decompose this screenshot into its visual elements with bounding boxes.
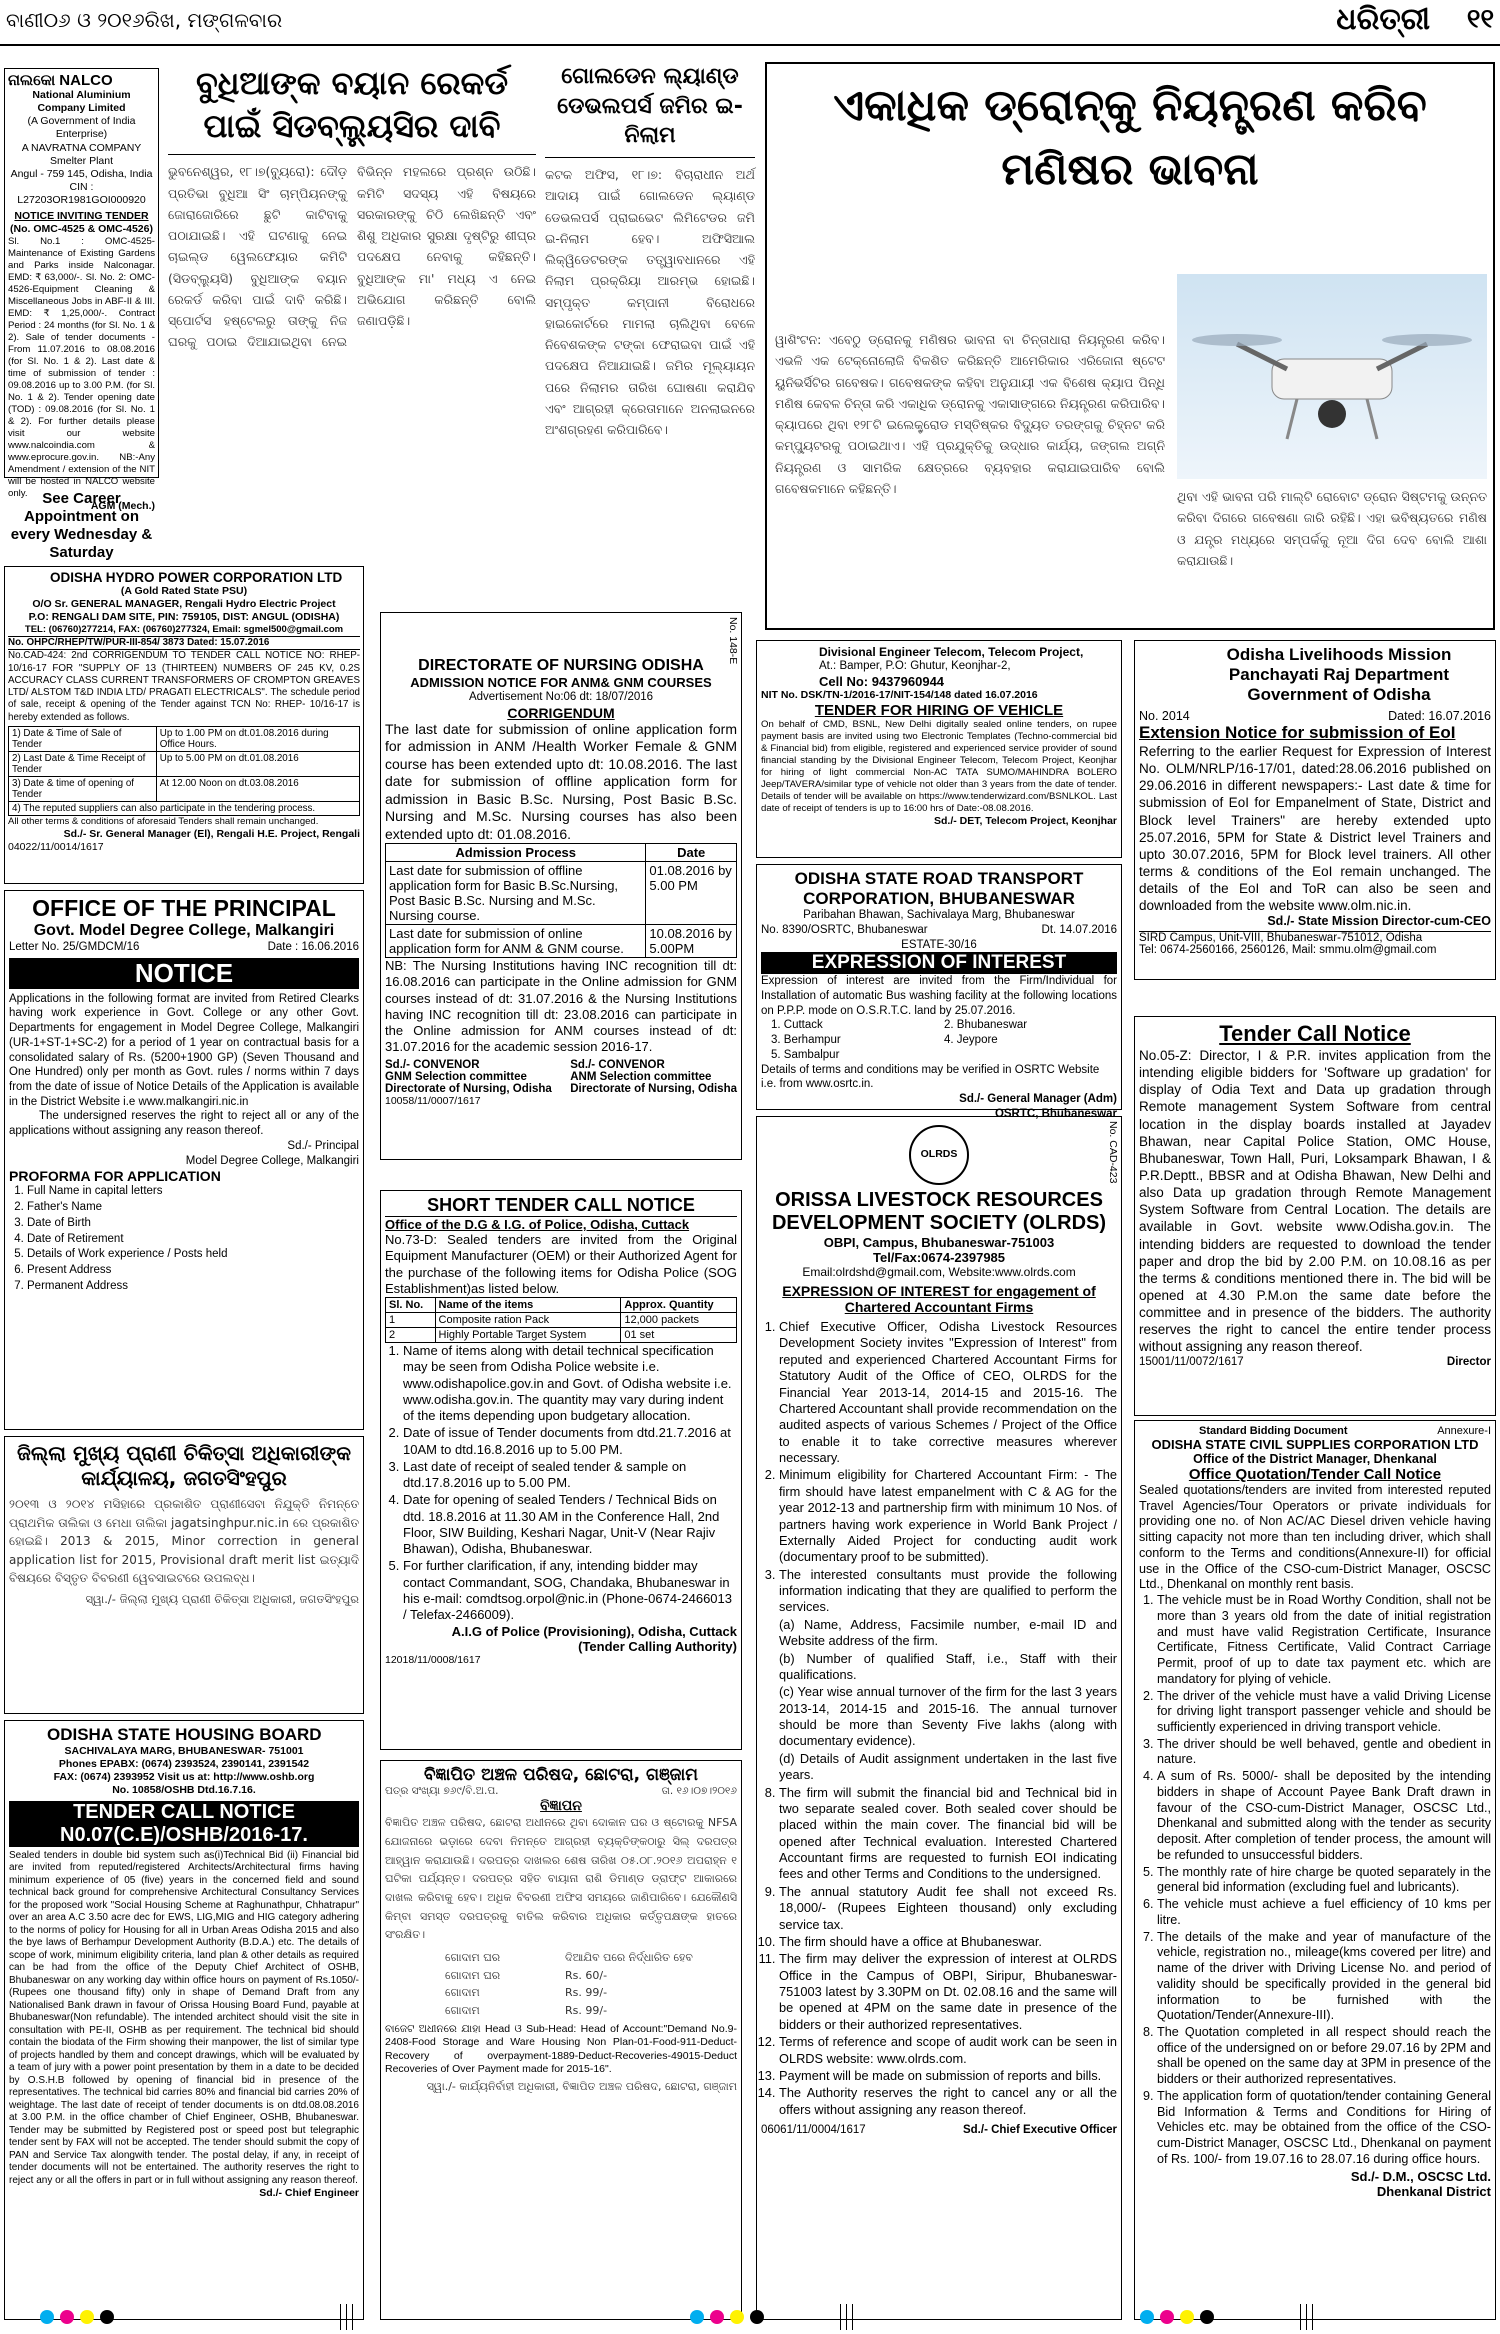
police-table (385, 1297, 737, 1343)
oscsc-point: 5. The monthly rate of hire charge be quoted separately in the general bid information (excluding fuel and lubricants). (1157, 1865, 1491, 1896)
police-th-sl: Sl. No. (386, 1298, 436, 1313)
olm-title2: Panchayati Raj Department (1228, 665, 1450, 684)
police-point: 2. Date of issue of Tender documents from dtd.21.7.2016 at 10AM to dtd.16.8.2016 up to 5.00 PM. (403, 1425, 737, 1458)
olrds-notice (756, 1116, 1122, 2320)
color-registration-dot (100, 2310, 114, 2324)
ohpc-notice (4, 566, 364, 884)
nursing-cell: 10.08.2016 by 5.00PM (646, 925, 737, 958)
olrds-point: 8. The firm will submit the financial bid and Technical bid in two separate sealed cover. Both sealed cover should be placed within the main cover. The financial bid will be opened after Technical evaluation. Interested Chartered Accountant firms are requested to furnish EOI indicating fees and other Terms and Conditions to the undersigned. (779, 1785, 1117, 1883)
crop-mark (352, 2304, 353, 2330)
olrds-point: 10. The firm should have a office at Bhubaneswar. (779, 1934, 1117, 1950)
bsnl-sign: Sd./- DET, Telecom Project, Keonjhar (933, 814, 1117, 827)
ohpc-sub: (A Gold Rated State PSU) (120, 585, 248, 597)
oshb-no: No. 10858/OSHB Dtd.16.7.16. (112, 1784, 256, 1797)
drone-article (765, 62, 1495, 630)
nalco-notice (4, 68, 159, 513)
police-cell: 12,000 packets (621, 1313, 737, 1328)
police-sign2: (Tender Calling Authority) (578, 1639, 737, 1655)
oshb-fax: FAX: (0674) 2393952 Visit us at: http://www.oshb.org (53, 1771, 315, 1784)
principal-body2: The undersigned reserves the right to reject all or any of the applications without assigning any reason thereof. (9, 1110, 359, 1138)
nursing-dir1: Directorate of Nursing, Odisha (385, 1082, 552, 1095)
oshb-banner2: N0.07(C.E)/OSHB/2016-17. (9, 1824, 359, 1847)
nursing-corr: CORRIGENDUM (507, 704, 615, 721)
oscsc-point: 3. The driver should be well behaved, gentle and obedient in nature. (1157, 1737, 1491, 1768)
olm-body: Referring to the earlier Request for Expression of Interest No. OLM/NRLP/16-17/01, dated:28.06.2016 published on 29.06.2016 in different newspapers:- Last date & time for submission of EoI for Empanelment of State, District and Block level Trainers" are hereby extended upto 25.07.2016, 5PM for State & District level Trainers and upto 30.07.2016, 5PM for Block level trainers. All other terms & conditions of the EoI remain unchanged. The details of the EoI and ToR can also be seen and downloaded from the website www.olm.nic.in. (1139, 744, 1491, 914)
nursing-refno: 10058/11/0007/1617 (385, 1094, 481, 1107)
ganjam-rate-row (445, 1984, 737, 2002)
oscsc-sign2: Dhenkanal District (1376, 2183, 1491, 2199)
olrds-tel: Tel/Fax:0674-2397985 (872, 1250, 1006, 1265)
ohpc-body: No.CAD-424: 2nd CORRIGENDUM TO TENDER CALL NOTICE NO: RHEP- 10/16-17 FOR "SUPPLY OF 13 (THIRTEEN) NUMBERS OF 245 KV, 0.2S ACCURACY CLASS CURRENT TRANSFORMERS OF CROMPTON GREAVES LTD/ ALSTOM T&D INDIA LTD/ PRAGATI ELECTRICALS". The schedule period of sale, receipt & opening of the Tender against TCN No: RHEP- 10/16-17 is hereby extended as follows. (8, 650, 360, 723)
color-registration-dot (690, 2310, 704, 2324)
nursing-adv: Advertisement No:06 dt: 18/07/2016 (468, 691, 654, 703)
oscsc-intro: Sealed quotations/tenders are invited from interested reputed Travel Agencies/Tour Operators or private individuals for providing one no. of Non AC/AC Diesel driven vehicle having sitting capacity not more than ten including driver, which shall conform to the Terms and conditions(Annexure-II) for official use in the Office of the CSO-cum-District Manager, OSCSC Ltd., Dhenkanal on monthly rent basis. (1139, 1483, 1491, 1592)
drone-photo (1177, 274, 1487, 479)
ganjam-rate-value: Rs. 60/- (565, 1968, 608, 1982)
jagat-title: ଜିଲ୍ଲା ମୁଖ୍ୟ ପ୍ରାଣୀ ଚିକିତ୍ସା ଅଧିକାରୀଙ୍କ କାର୍ଯ୍ୟାଳୟ, ଜଗତସିଂହପୁର (17, 1441, 351, 1490)
olrds-point: 2. Minimum eligibility for Chartered Accountant Firm: - The firm should have latest empanelment with C & AG for the year 2012-13 and partnership firm with minimum 10 Nos. of partners having work experience in World Bank Project / Externally Aided Project for conducting audit work (documentary proof to be submitted). (779, 1467, 1117, 1565)
olm-notice (1134, 640, 1496, 980)
olrds-point: (b) Number of qualified Staff, i.e., Staff with their qualifications. (779, 1650, 1117, 1682)
ohpc-sign: Sd./- Sr. General Manager (El), Rengali H.E. Project, Rengali (63, 827, 360, 840)
olrds-email: Email:olrdshd@gmail.com, Website:www.olrds.com (802, 1265, 1076, 1279)
nursing-cell: Last date for submission of offline application form for Basic B.Sc.Nursing, Post Basic B.Sc. Nursing and M.Sc. Nursing course. (386, 862, 646, 925)
budhia-body: ଭୁବନେଶ୍ୱର, ୧୮।୭(ବ୍ୟୁରୋ): ଦୌଡ଼ ପ୍ରତିଭା ବୁଧିଆ ସିଂ ଚାମ୍ପିୟନଙ୍କୁ ଜୋରାଜୋରିରେ ଛୁଟି କାଟିବାକୁ ପଠାଯାଇଛି। ଏହି ଘଟଣାକୁ ନେଇ ଚାଇଲ୍ଡ ୱେଲଫେୟାର କମିଟି (ସିଡବ୍ଲ୍ୟୁସି) ବୁଧିଆଙ୍କ ବୟାନ ରେକର୍ଡ କରିବା ପାଇଁ ଦାବି କରିଛି। ସ୍ପୋର୍ଟସ ହଷ୍ଟେଲରୁ ତାଙ୍କୁ ନିଜ ଘରକୁ ପଠାଇ ଦିଆଯାଇଥିବା ନେଇ ବିଭିନ୍ନ ମହଲରେ ପ୍ରଶ୍ନ ଉଠିଛି। କମିଟି ସଦସ୍ୟ ଏହି ବିଷୟରେ ସରକାରଙ୍କୁ ଚିଠି ଲେଖିଛନ୍ତି ଏବଂ ଶିଶୁ ଅଧିକାର ସୁରକ୍ଷା ଦୃଷ୍ଟିରୁ ଶୀଘ୍ର ପଦକ୍ଷେପ ନେବାକୁ କହିଛନ୍ତି। ବୁଧିଆଙ୍କ ମା' ମଧ୍ୟ ଏ ନେଇ ଅଭିଯୋଗ କରିଛନ୍ତି ବୋଲି ଜଣାପଡ଼ିଛି। (168, 164, 536, 350)
nursing-sign1b: GNM Selection committee (385, 1070, 527, 1083)
ganjam-notice (380, 1760, 742, 2320)
drone-icon (1177, 274, 1487, 479)
nursing-sign2b: ANM Selection committee (570, 1070, 712, 1083)
osrtc-dt: Dt. 14.07.2016 (1041, 923, 1117, 936)
osrtc-location: 2. Bhubaneswar (944, 1019, 1028, 1032)
police-cell: Composite ration Pack (435, 1313, 621, 1328)
ganjam-rate-value: Rs. 99/- (565, 2003, 608, 2017)
oscsc-point: 2. The driver of the vehicle must have a valid Driving License for driving light transport passenger vehicle and should be sufficiently experienced in driving transport vehicle. (1157, 1689, 1491, 1736)
color-registration-dot (1180, 2310, 1194, 2324)
ganjam-rate-row (445, 2002, 737, 2020)
principal-college: Govt. Model Degree College, Malkangiri (33, 922, 335, 939)
bsnl-notice (756, 640, 1122, 858)
police-notice (380, 1190, 742, 1750)
ohpc-addr: P.O: RENGALI DAM SITE, PIN: 759105, DIST: ANGUL (ODISHA) (28, 611, 340, 624)
ohpc-no: No. OHPC/RHEP/TW/PUR-III-854/ 3873 Dated: 15.07.2016 (8, 636, 360, 650)
color-registration-dot (40, 2310, 54, 2324)
ganjam-rate-label: ଗୋଦାମ (445, 2003, 480, 2017)
oscsc-notice (1134, 1420, 1496, 2320)
osrtc-sign: Sd./- General Manager (Adm) (959, 1093, 1117, 1105)
oscsc-annex: Annexure-I (1437, 1425, 1491, 1437)
ganjam-rate-value: Rs. 99/- (565, 1986, 608, 2000)
principal-banner: NOTICE (9, 958, 359, 989)
nursing-cell: 01.08.2016 by 5.00 PM (646, 862, 737, 925)
ganjam-head: ବାଜେଟ ଅଧୀନରେ ଯାହା Head ଓ Sub-Head: Head of Account:"Demand No.9-2408-Food Storage and Ware Housing Non Plan-01-Food-911-Deduct-Recovery of overpayment-1889-Deduct-Recoveries-49015-Deduct Recoveries of Over Payment made for 2015-16". (385, 2023, 737, 2075)
principal-letter: Letter No. 25/GMDCM/16 (9, 941, 140, 953)
ohpc-cell: At 12.00 Noon on dt.03.08.2016 (156, 776, 359, 801)
ohpc-foot: All other terms & conditions of aforesaid Tenders shall remain unchanged. (8, 815, 319, 827)
ipr-sign: Director (1446, 1355, 1491, 1368)
police-point: 1. Name of items along with detail technical specification may be seen from Odisha Police website i.e. www.odishapolice.gov.in and Govt. of Odisha website i.e. www.odisha.gov.in. The quantity may vary during indent of the items depending upon budgetary allocation. (403, 1343, 737, 1424)
oscsc-point: 4. A sum of Rs. 5000/- shall be deposited by the intending bidders in shape of Account Payee Bank Draft drawn in favour of the CSO-cum-District Manager, OSCSC Ltd., Dhenkanal and submitted along with the tender as security deposit. After completion of tender process, the amount will be refunded to unsuccessful bidders. (1157, 1769, 1491, 1863)
budhia-headline: ବୁଧିଆଙ୍କ ବୟାନ ରେକର୍ଡ ପାଇଁ ସିଡବ୍ଲ୍ୟୁସିର ଦାବି (168, 62, 536, 155)
ohpc-cell: Up to 1.00 PM on dt.01.08.2016 during Office Hours. (156, 726, 359, 751)
principal-sign: Sd./- Principal (287, 1139, 359, 1152)
proforma-item: 3. Date of Birth (27, 1216, 359, 1231)
principal-proforma: PROFORMA FOR APPLICATION (9, 1168, 221, 1185)
osrtc-title: ODISHA STATE ROAD TRANSPORT CORPORATION, BHUBANESWAR (794, 869, 1084, 908)
proforma-item: 5. Details of Work experience / Posts held (27, 1247, 359, 1262)
nalco-sign: AGM (Mech.) (90, 500, 155, 513)
olrds-point: 1. Chief Executive Officer, Odisha Livestock Resources Development Society invites "Expression of Interest" from reputed and experienced Chartered Accountant Firms for Statutory Audit of the Office of CEO, OLRDS for the Financial Year 2013-14, 2014-15 and 2015-16. The Chartered Accountant shall provide recommendation on the audited aspects of various Schemes / Project of the Office to enable it to take corrective measures wherever necessary. (779, 1319, 1117, 1466)
color-registration-dot (1160, 2310, 1174, 2324)
career-note: See Career Appointment on every Wednesday & Saturday (10, 490, 153, 561)
olrds-code: 06061/11/0004/1617 (761, 2124, 866, 2136)
olm-title3: Government of Odisha (1247, 685, 1431, 704)
color-registration-dot (730, 2310, 744, 2324)
ipr-body: No.05-Z: Director, I & P.R. invites application from the intending eligible bidders for 'Software up gradation' for display of Odia Text and Data up gradation through Remote management System Software from central location in the display boards installed at Jayadev Bhawan, near Capital Police Station, OMC House, Bhubaneswar, Town Hall, Puri, Loksampark Bhawan, I & P.R.Deptt., BBSR and at Odisha Bhawan, New Delhi and also Data up gradation through Remote Management System Software from Central Location. The details are available in Govt. website www.Odisha.gov.in. The intending bidders are requested to download the tender paper and drop the bid by 2.00 P.M. on 10.08.16 as per the terms & conditions mentioned there in. The bid will be opened at 4.30 P.M.on the same date before the committee and in presence of the bidders. The authority reserves the right to cancel the entire tender process without assigning any reason thereof. (1139, 1048, 1491, 1355)
olrds-title: ORISSA LIVESTOCK RESOURCES DEVELOPMENT SOCIETY (OLRDS) (771, 1189, 1107, 1234)
nursing-sign1: Sd./- CONVENOR (385, 1058, 480, 1071)
ohpc-cell: Up to 5.00 PM on dt.01.08.2016 (156, 751, 359, 776)
ohpc-row (9, 726, 360, 751)
nursing-dir2: Directorate of Nursing, Odisha (570, 1082, 737, 1095)
nalco-sub: (A Government of India Enterprise) (27, 115, 136, 141)
oshb-addr: SACHIVALAYA MARG, BHUBANESWAR- 751001 (64, 1745, 304, 1757)
olm-foot: SIRD Campus, Unit-VIII, Bhubaneswar-751012, Odisha (1139, 931, 1491, 944)
police-intro: No.73-D: Sealed tenders are invited from the Original Equipment Manufacturer (OEM) or their Authorized Agent for the purchase of the following items for Odisha Police (SOG Establishment)as listed below. (385, 1232, 737, 1296)
oscsc-title: ODISHA STATE CIVIL SUPPLIES CORPORATION LTD (1151, 1437, 1479, 1452)
osrtc-location: 1. Cuttack (771, 1019, 823, 1032)
police-title: SHORT TENDER CALL NOTICE (385, 1195, 737, 1217)
drone-body: ୱାଶିଂଟନ: ଏବେଠୁ ଡ୍ରୋନକୁ ମଣିଷର ଭାବନା ବା ଚିନ୍ତାଧାରା ନିୟନ୍ତ୍ରଣ କରିବ। ଏଭଳି ଏକ ଟେକ୍ନୋଲୋଜି ବିକଶିତ କରିଛନ୍ତି ଆମେରିକାର ଏରିଜୋନା ଷ୍ଟେଟ ୟୁନିଭର୍ସିଟିର ଗବେଷକ। ଗବେଷକଙ୍କ କହିବା ଅନୁଯାୟୀ ଏକ ବିଶେଷ କ୍ୟାପ ପିନ୍ଧି ମଣିଷ କେବଳ ଚିନ୍ତା କରି ଏକାଧିକ ଡ୍ରୋନକୁ ଏକାସାଙ୍ଗରେ ନିୟନ୍ତ୍ରଣ କରିପାରିବ। କ୍ୟାପରେ ଥିବା ୧୨୮ଟି ଇଲେକ୍ଟ୍ରୋଡ ମସ୍ତିଷ୍କର ବିଦ୍ୟୁତ ତରଙ୍ଗକୁ ଚିହ୍ନଟ କରି କମ୍ପ୍ୟୁଟରକୁ ପଠାଇଥାଏ। ଏହି ପ୍ରଯୁକ୍ତିକୁ ଉଦ୍ଧାର କାର୍ଯ୍ୟ, ଜଙ୍ଗଲ ଅଗ୍ନି ନିୟନ୍ତ୍ରଣ ଓ ସାମରିକ କ୍ଷେତ୍ରରେ ବ୍ୟବହାର କରାଯାଇପାରିବ ବୋଲି ଗବେଷକମାନେ କହିଛନ୍ତି। (775, 332, 1165, 496)
olrds-eoi: EXPRESSION OF INTEREST for engagement of Chartered Accountant Firms (782, 1283, 1096, 1315)
color-registration-dot (1140, 2310, 1154, 2324)
oscsc-sign: Sd./- D.M., OSCSC Ltd. (1350, 2168, 1491, 2184)
ganjam-rate-row (445, 1949, 737, 1967)
ganjam-no: ପତ୍ର ସଂଖ୍ୟା ୭୬୯/ବି.ଅ.ପ. (385, 1785, 499, 1797)
crop-mark (346, 2304, 347, 2330)
police-row (386, 1313, 737, 1328)
oscsc-point: 1. The vehicle must be in Road Worthy Condition, shall not be more than 3 years old from the date of initial registration and must have valid Registration Certificate, Insurance Certificate, Fitness Certificate, Valid Contract Carriage Permit, proof of up to date tax payment etc. which are mandatory for plying of vehicle. (1157, 1593, 1491, 1687)
ganjam-sign: ସ୍ୱା./- କାର୍ଯ୍ୟନିର୍ବାହୀ ଅଧିକାରୀ, ବିଜ୍ଞାପିତ ଅଞ୍ଚଳ ପରିଷଦ, ଛୋଟରା, ଗଞ୍ଜାମ (426, 2079, 737, 2093)
nursing-row (386, 925, 737, 958)
drone-headline: ଏକାଧିକ ଡ୍ରୋନ୍‌କୁ ନିୟନ୍ତ୍ରଣ କରିବ ମଣିଷର ଭାବନା (833, 80, 1427, 195)
osrtc-addr: Paribahan Bhawan, Sachivalaya Marg, Bhubaneswar (803, 909, 1075, 922)
bsnl-title: TENDER FOR HIRING OF VEHICLE (814, 701, 1064, 719)
color-registration-dot (60, 2310, 74, 2324)
crop-mark (340, 2304, 341, 2330)
crop-mark (852, 2304, 853, 2330)
crop-mark (1306, 2304, 1307, 2330)
nalco-no: (No. OMC-4525 & OMC-4526) (10, 223, 153, 236)
olrds-list (761, 1319, 1117, 2118)
osrtc-body: Expression of interest are invited from the Firm/Individual for Installation of automatic Bus washing facility at the following locations on P.P.P. mode on O.S.R.T.C. land by 25.07.2016. (761, 975, 1117, 1017)
police-cell: 2 (386, 1328, 436, 1343)
masthead: ଧରିତ୍ରୀ (1336, 2, 1430, 37)
nursing-row (386, 862, 737, 925)
oscsc-office: Office of the District Manager, Dhenkanal (1193, 1452, 1437, 1466)
bsnl-addr: At.: Bamper, P.O: Ghutur, Keonjhar-2, (819, 660, 1011, 672)
ohpc-table (8, 726, 360, 816)
ohpc-cell: 2) Last Date & Time Receipt of Tender (9, 751, 157, 776)
nursing-th-date: Date (646, 844, 737, 862)
police-th-name: Name of the items (435, 1298, 621, 1313)
ohpc-code: 04022/11/0014/1617 (8, 840, 104, 853)
proforma-item: 6. Present Address (27, 1263, 359, 1278)
olm-sign: Sd./- State Mission Director-cum-CEO (1267, 914, 1491, 929)
nursing-nb: NB: The Nursing Institutions having INC recognition till dt: 16.08.2016 can participate in the Online admission for GNM courses instead of dt: 31.07.2016 & the Nursing Institutions having INC recognition till dt: 23.08.2016 can participate in the Online admission for ANM courses instead of dt: 31.07.2016 for the academic session 2016-17. (385, 958, 737, 1055)
proforma-item: 1. Full Name in capital letters (27, 1184, 359, 1199)
oscsc-point: 8. The Quotation completed in all respect should reach the office of the undersigned on or before 29.07.16 by 2PM and shall be opened on the same day at 3PM in presence of the bidders or their authorized representatives. (1157, 2025, 1491, 2088)
olrds-point: (c) Year wise annual turnover of the firm for the last 3 years 2013-14, 2014-15 and 2015-16. The annual turnover should be more than Seventy Five lakhs (along with documentary evidence). (779, 1684, 1117, 1749)
ganjam-rates (445, 1949, 737, 2019)
ganjam-rate-label: ଗୋଦାମ (445, 1986, 480, 2000)
oshb-title: ODISHA STATE HOUSING BOARD (47, 1725, 322, 1744)
nursing-body: The last date for submission of online application form for admission in ANM /Health Worker Female & GNM course has been extended upto dt: 10.08.2016. The last date for submission of offline application form for admission in Basic B.Sc. Nursing, Post Basic B.Sc. Nursing and M.Sc. Nursing courses has also been extended upto dt: 01.08.2016. (385, 720, 737, 842)
osrtc-location: 5. Sambalpur (771, 1048, 840, 1061)
ipr-tender-notice (1134, 1016, 1496, 1416)
page-header (0, 0, 1500, 46)
police-cell: 1 (386, 1313, 436, 1328)
nursing-cell: Last date for submission of online application form for ANM & GNM course. (386, 925, 646, 958)
nursing-sign2: Sd./- CONVENOR (570, 1058, 665, 1071)
osrtc-sign2: OSRTC, Bhubaneswar (994, 1107, 1117, 1120)
principal-notice (4, 890, 364, 1430)
bsnl-cell: Cell No: 9437960944 (819, 673, 945, 689)
police-point: 5. For further clarification, if any, intending bidder may contact Commandant, SOG, Chandaka, Bhubaneswar in his e-mail: comdtsog.orpol@nic.in (Phone-0674-2466013 / Telefax-2466009). (403, 1558, 737, 1623)
ganjam-sub: ବିଜ୍ଞାପନ (540, 1798, 582, 1815)
nalco-cin: CIN : L27203OR1981GOI000920 (17, 180, 146, 206)
golden-body: କଟକ ଅଫିସ, ୧୮।୭: ବିଚାରାଧୀନ ଅର୍ଥ ଆଦାୟ ପାଇଁ ଗୋଲଡେନ ଲ୍ୟାଣ୍ଡ ଡେଭଲପର୍ସ ପ୍ରାଇଭେଟ ଲିମିଟେଡର ଜମି ଇ-ନିଲାମ ହେବ। ଅଫିସିଆଲ ଲିକ୍ୱିଡେଟରଙ୍କ ତତ୍ତ୍ୱାବଧାନରେ ଏହି ନିଲାମ ପ୍ରକ୍ରିୟା ଆରମ୍ଭ ହୋଇଛି। ସମ୍ପୃକ୍ତ କମ୍ପାନୀ ବିରୋଧରେ ହାଇକୋର୍ଟରେ ମାମଲା ଚାଲିଥିବା ବେଳେ ନିବେଶକଙ୍କ ଟଙ୍କା ଫେରାଇବା ପାଇଁ ଏହି ପଦକ୍ଷେପ ନିଆଯାଇଛି। ଜମିର ମୂଲ୍ୟାୟନ ପରେ ନିଲାମର ତାରିଖ ଘୋଷଣା କରାଯିବ ଏବଂ ଆଗ୍ରହୀ କ୍ରେତାମାନେ ଅନଲାଇନରେ ଅଂଶଗ୍ରହଣ କରିପାରିବେ। (545, 167, 755, 438)
police-refno: 12018/11/0008/1617 (385, 1654, 481, 1667)
olm-no: No. 2014 (1139, 709, 1190, 723)
ohpc-cell: 4) The reputed suppliers can also participate in the tendering process. (9, 801, 360, 815)
oscsc-point: 6. The vehicle must achieve a fuel efficiency of 10 kms per litre. (1157, 1897, 1491, 1928)
ipr-title: Tender Call Notice (1219, 1021, 1411, 1046)
olrds-point: 14. The Authority reserves the right to cancel any or all the offers without assigning any reason thereof. (779, 2085, 1117, 2118)
bsnl-office: Divisional Engineer Telecom, Telecom Project, (819, 645, 1084, 659)
color-registration-dot (1200, 2310, 1214, 2324)
osrtc-notice (756, 864, 1122, 1120)
osrtc-location: 3. Berhampur (771, 1034, 841, 1047)
nursing-notice (380, 612, 742, 1160)
ohpc-tel: TEL: (06760)277214, FAX: (06760)277324, Email: sgmel500@gmail.com (24, 624, 344, 636)
olrds-logo-icon (909, 1125, 969, 1185)
olrds-point: (a) Name, Address, Facsimile number, e-mail ID and Website address of the firm. (779, 1616, 1117, 1649)
page-number: ୧୧ (1466, 4, 1494, 34)
proforma-item: 2. Father's Name (27, 1200, 359, 1215)
police-list (385, 1343, 737, 1623)
ipr-code: 15001/11/0072/1617 (1139, 1355, 1244, 1368)
osrtc-locations (761, 1018, 1117, 1062)
police-cell: 01 set (621, 1328, 737, 1343)
olrds-point: 11. The firm may deliver the expression of interest at OLRDS Office in the Campus of OBPI, Siripur, Bhubaneswar-751003 latest by 3.30PM on Dt. 02.08.16 and the same will be opened at 4PM on the same date in presence of the bidders or their authorized representatives. (779, 1951, 1117, 2033)
olrds-cad: No. CAD-423 (1107, 1121, 1119, 1184)
nursing-th-process: Admission Process (386, 844, 646, 862)
crop-mark (1312, 2304, 1313, 2330)
proforma-item: 4. Date of Retirement (27, 1232, 359, 1247)
osrtc-no: No. 8390/OSRTC, Bhubaneswar (761, 923, 928, 936)
police-office: Office of the D.G & I.G. of Police, Odisha, Cuttack (385, 1217, 690, 1232)
olrds-addr: OBPI, Campus, Bhubaneswar-751003 (823, 1235, 1055, 1250)
oscsc-point: 7. The details of the make and year of manufacture of the vehicle, registration no., mileage(kms covered per litre) and name of the driver with Driving License No. and period of validity should be specifically provided in the general bid information to be furnished with the Quotation/Tender(Annexure-III). (1157, 1930, 1491, 2024)
police-point: 3. Last date of receipt of sealed tender & sample on dtd.17.8.2016 up to 5.00 PM. (403, 1459, 737, 1492)
principal-date: Date : 16.06.2016 (267, 941, 359, 953)
nursing-code: No. 148-E (727, 617, 739, 665)
olrds-sign: Sd./- Chief Executive Officer (962, 2124, 1117, 2136)
principal-sign2: Model Degree College, Malkangiri (185, 1154, 359, 1167)
ohpc-office: O/O Sr. GENERAL MANAGER, Rengali Hydro Electric Project (32, 598, 336, 611)
principal-list (9, 1184, 359, 1293)
ganjam-rate-label: ଗୋଦାମ ଘର (445, 1950, 501, 1964)
olm-title1: Odisha Livelihoods Mission (1226, 645, 1452, 664)
olm-sub: Extension Notice for submission of EoI (1139, 723, 1456, 742)
olm-foot2: Tel: 0674-2560166, 2560126, Mail: smmu.olm@gmail.com (1139, 944, 1437, 957)
olrds-point: 13. Payment will be made on submission of reports and bills. (779, 2068, 1117, 2084)
jagat-sign: ସ୍ୱା./- ଜିଲ୍ଲା ମୁଖ୍ୟ ପ୍ରାଣୀ ଚିକିତ୍ସା ଅଧିକାରୀ, ଜଗତସିଂହପୁର (85, 1591, 359, 1606)
osrtc-banner: EXPRESSION OF INTEREST (761, 952, 1117, 974)
bsnl-nit: NIT No. DSK/TN-1/2016-17/NIT-154/148 dated 16.07.2016 (761, 688, 1038, 701)
nalco-logo: ନାଲକୋ NALCO (8, 72, 113, 89)
olrds-point: (d) Details of Audit assignment undertaken in the last five years. (779, 1750, 1117, 1783)
osrtc-foot: Details of terms and conditions may be verified in OSRTC Website i.e. from www.osrtc.in. (761, 1063, 1100, 1091)
oshb-sign: Sd./- Chief Engineer (259, 2187, 359, 2199)
police-point: 4. Date for opening of sealed Tenders / Technical Bids on dtd. 18.8.2016 at 11.30 AM in the Conference Hall, 2nd Floor, SIW Building, Keshari Nagar, Unit-V (Near Rajiv Bhawan), Odisha, Bhubaneswar. (403, 1492, 737, 1557)
ohpc-row (9, 751, 360, 776)
ganjam-rate-value: ଦିଆଯିବ ପରେ ନିର୍ଦ୍ଧାରିତ ହେବ (565, 1950, 693, 1964)
ohpc-cell: 3) Date & time of opening of Tender (9, 776, 157, 801)
budhia-article (168, 62, 536, 562)
oscsc-sub: Office Quotation/Tender Call Notice (1188, 1466, 1442, 1483)
principal-title: OFFICE OF THE PRINCIPAL (32, 895, 336, 921)
crop-mark (1300, 2304, 1301, 2330)
crop-mark (846, 2304, 847, 2330)
ganjam-body: ବିଜ୍ଞାପିତ ଅଞ୍ଚଳ ପରିଷଦ, ଛୋଟରା ଅଧୀନରେ ଥିବା ଦୋକାନ ଘର ଓ ଷ୍ଟୋରକୁ NFSA ଯୋଜନାରେ ଭଡ଼ାରେ ଦେବା ନିମନ୍ତେ ଆଗ୍ରହୀ ବ୍ୟକ୍ତିଙ୍କଠାରୁ ସିଲ୍ ଦରପତ୍ର ଆହ୍ୱାନ କରାଯାଉଛି। ଦରପତ୍ର ଦାଖଲର ଶେଷ ତାରିଖ ୦୫.୦୮.୨୦୧୬ ଅପରାହ୍ନ ୧ ଘଟିକା ପର୍ଯ୍ୟନ୍ତ। ଦରପତ୍ର ସହିତ ବାୟାନା ରାଶି ଡିମାଣ୍ଡ ଡ୍ରାଫ୍ଟ ଆକାରରେ ଦାଖଲ କରିବାକୁ ହେବ। ଅଧିକ ବିବରଣୀ ଅଫିସ ସମୟରେ ଜାଣିପାରିବେ। ଯେକୌଣସି କିମ୍ବା ସମସ୍ତ ଦରପତ୍ରକୁ ବାତିଲ କରିବାର ଅଧିକାର କର୍ତ୍ତୃପକ୍ଷଙ୍କ ହାତରେ ସଂରକ୍ଷିତ। (385, 1816, 737, 1942)
olrds-logo-text: OLRDS (920, 1148, 958, 1161)
proforma-item: 7. Permanent Address (27, 1279, 359, 1294)
header-date: ବାଣୀ୦୬ ଓ ୨୦୧୬ରିଖ, ମଙ୍ଗଳବାର (6, 8, 283, 32)
oshb-body: Sealed tenders in double bid system such as(i)Technical Bid (ii) Financial bid are invited from reputed/registered Architects/Architectural firms having minimum experience of 05 (five) years in the concerned field and sound technical back ground for comprehensive Architectural Consultancy Services for the proposed work "Social Housing Scheme at Raghunathpur, Chhatrapur" over an area A.C 3.50 acre dec for EWS, LIG,MIG and HIG category adhering to the norms of policy for Housing for all in Urban Areas Odisha 2015 and also the bye laws of Berhampur Development Authority (B.D.A.) etc. The details of scope of work, minimum eligibility criteria, land plan & other details as required can be had from the office of the Deputy Chief Architect of OSHB, Bhubaneswar on any working day within office hours on payment of Rs.1050/- (Rupees one thousand fifty) only in shape of Demand Draft from any Nationalised Bank drawn in favour of Orissa Housing Board Fund, payable at Bhubaneswar(Non refundable). The intended architect should visit the site in consultation with PE-II, OSHB as per requirement. The technical bid should contain the biodata of the Firm showing their manpower, the list of similar type of projects handled by them and concept drawings, which will be evaluated by a team of jury with a power point presentation by them in a date to be decided by O.S.H.B followed by opening of financial bid in presence of the representatives. The technical bid carries 80% and financial bid carries 20% of weightage. The last date of receipt of tender documents is on dtd.08.08.2016 at 3.00 P.M. in the office chamber of Chief Engineer, OSHB, Bhubaneswar. Tender may be submitted by Registered post or speed post but telegraphic tender sent by FAX will not be accepted. The tender should submit the copy of PAN and Service Tax alongwith tender. The postal delay, if any, in receipt of tender documents will not be entertained. The authority reserves the right to reject any or all the offers in part or in full without assigning any reason thereof. (9, 1849, 359, 2186)
nursing-table (385, 843, 737, 958)
ganjam-rate-label: ଗୋଦାମ ଘର (445, 1968, 501, 1982)
police-cell: Highly Portable Target System (435, 1328, 621, 1343)
ganjam-title: ବିଜ୍ଞାପିତ ଅଞ୍ଚଳ ପରିଷଦ, ଛୋଟରା, ଗଞ୍ଜାମ (423, 1765, 699, 1785)
jagat-body: ୨୦୧୩ ଓ ୨୦୧୪ ମସିହାରେ ପ୍ରକାଶିତ ପ୍ରାଣୀସେବା ନିଯୁକ୍ତି ନିମନ୍ତେ ପ୍ରାଥମିକ ତାଲିକା ଓ ମେଧା ତାଲିକା jagatsinghpur.nic.in ରେ ପ୍ରକାଶିତ ହୋଇଛି। 2013 & 2015, Minor correction in general application list for 2015, Provisional draft merit list ଇତ୍ୟାଦି ବିଷୟରେ ବିସ୍ତୃତ ବିବରଣୀ ୱେବସାଇଟରେ ଉପଲବ୍ଧ। (9, 1497, 359, 1586)
police-th-qty: Approx. Quantity (621, 1298, 737, 1313)
police-row (386, 1328, 737, 1343)
oshb-notice (4, 1720, 364, 2320)
osrtc-location: 4. Jeypore (944, 1034, 998, 1047)
color-registration-dot (80, 2310, 94, 2324)
olrds-point: 9. The annual statutory Audit fee shall not exceed Rs. 18,000/- (Rupees Eighteen thousand) only excluding service tax. (779, 1884, 1117, 1933)
crop-mark (840, 2304, 841, 2330)
principal-body: Applications in the following format are invited from Retired Clearks having work experience in Govt. College or any other Govt. Departments for engagement in Model Degree College, Malkangiri (UR-1+ST-1+SC-2) for a period of 1 year on contractual basis for a consolidated salary of Rs. (5200+1900 GP) (Seven Thousand and One Hundred) only per month as Govt. rules / norms within 7 days from the date of issue of Notice Details of the Application is available in the District Website i.e www.malkangiri.nic.in (9, 992, 359, 1108)
police-sign: A.I.G of Police (Provisioning), Odisha, Cuttack (451, 1624, 737, 1640)
ganjam-rate-row (445, 1967, 737, 1985)
nalco-body: Sl. No.1 : OMC-4525-Maintenance of Existing Gardens and Parks inside Nalconagar. EMD: ₹ 63,000/-. Sl. No. 2: OMC-4526-Equipment Cleaning & Miscellaneous Jobs in ABF-II & III. EMD: ₹ 1,25,000/-. Contract Period : 24 months (for Sl. No. 1 & 2). Sale of tender documents - From 11.07.2016 to 08.08.2016 (for Sl. No. 1 & 2). Last date & time of submission of tender : 09.08.2016 up to 3.00 P.M. (for Sl. No. 1 & 2). Tender opening date (TOD) : 09.08.2016 (for Sl. No. 1 & 2). For further details please visit our website www.nalcoindia.com & www.eprocure.gov.in. NB:-Any Amendment / extension of the NIT will be hosted in NALCO website only. (8, 236, 155, 500)
color-registration-dot (710, 2310, 724, 2324)
nalco-org: National Aluminium Company Limited (32, 89, 131, 115)
ganjam-dt: ତା. ୧୬।୦୭।୨୦୧୬ (661, 1785, 737, 1797)
color-registration-dot (750, 2310, 764, 2324)
ohpc-title: ODISHA HYDRO POWER CORPORATION LTD (50, 570, 343, 585)
ohpc-row (9, 776, 360, 801)
nalco-navratna: A NAVRATNA COMPANY (21, 141, 142, 154)
golden-headline: ଗୋଲଡେନ ଲ୍ୟାଣ୍ଡ ଡେଭଲପର୍ସ ଜମିର ଇ-ନିଲାମ (545, 62, 755, 158)
oshb-ph: Phones EPABX: (0674) 2393524, 2390141, 2391542 (58, 1758, 310, 1771)
bsnl-body: On behalf of CMD, BSNL, New Delhi digitally sealed online tenders, on rupee payment basis are invited using two Electronic Templates (Techno-commercial bid & Financial bid) from eligible, registered and experienced service provider of sound financial standing by the Divisional Engineer Telecom, Telecom Project, Keonjhar for hiring of light commercial Non-AC TATA SUMO/MAHINDRA BOLERO Jeep/TAVERA/similar type of vehicle not older than 3 years from the date of tender. Details of tender will be available on https://www.tenderwizard.com/BSNLKOL. Last date of receipt of tenders is up to 16:00 hrs of Date:-08.08.2016. (761, 718, 1117, 814)
oscsc-list (1139, 1593, 1491, 2167)
nalco-unit: Smelter Plant (49, 154, 114, 167)
nalco-title: NOTICE INVITING TENDER (14, 210, 149, 223)
ohpc-row (9, 801, 360, 815)
golden-article (545, 62, 755, 562)
jagatsinghpur-notice (4, 1436, 364, 1714)
osrtc-estate: ESTATE-30/16 (901, 938, 977, 951)
olrds-point: 3. The interested consultants must provide the following information indicating that they are qualified to perform the services. (779, 1567, 1117, 1616)
nursing-sub: ADMISSION NOTICE FOR ANM& GNM COURSES (410, 675, 712, 690)
nursing-signs (385, 1059, 737, 1095)
nursing-title: DIRECTORATE OF NURSING ODISHA (418, 657, 704, 674)
ohpc-cell: 1) Date & Time of Sale of Tender (9, 726, 157, 751)
olm-dt: Dated: 16.07.2016 (1388, 709, 1491, 723)
oscsc-point: 9. The application form of quotation/tender containing General Bid Information & Terms and Conditions for Hiring of Vehicles etc. may be obtained from the office of the CSO-cum-District Manager, OSCSC Ltd., Dhenkanal on payment of Rs. 100/- from 19.07.16 to 28.07.16 during office hours. (1157, 2089, 1491, 2168)
olrds-point: 12. Terms of reference and scope of audit work can be seen in OLRDS website: www.olrds.com. (779, 2034, 1117, 2067)
drone-body-cont: ଥିବା ଏହି ଭାବନା ପରି ମାଲ୍ଟି ରୋବୋଟ ଡ୍ରୋନ ସିଷ୍ଟମକୁ ଉନ୍ନତ କରିବା ଦିଗରେ ଗବେଷଣା ଜାରି ରହିଛି। ଏହା ଭବିଷ୍ୟତରେ ମଣିଷ ଓ ଯନ୍ତ୍ର ମଧ୍ୟରେ ସମ୍ପର୍କକୁ ନୂଆ ଦିଗ ଦେବ ବୋଲି ଆଶା କରାଯାଉଛି। (1177, 489, 1487, 568)
oscsc-std: Standard Bidding Document (1199, 1425, 1348, 1437)
oshb-banner1: TENDER CALL NOTICE (9, 1801, 359, 1824)
nalco-addr: Angul - 759 145, Odisha, India (10, 167, 153, 180)
